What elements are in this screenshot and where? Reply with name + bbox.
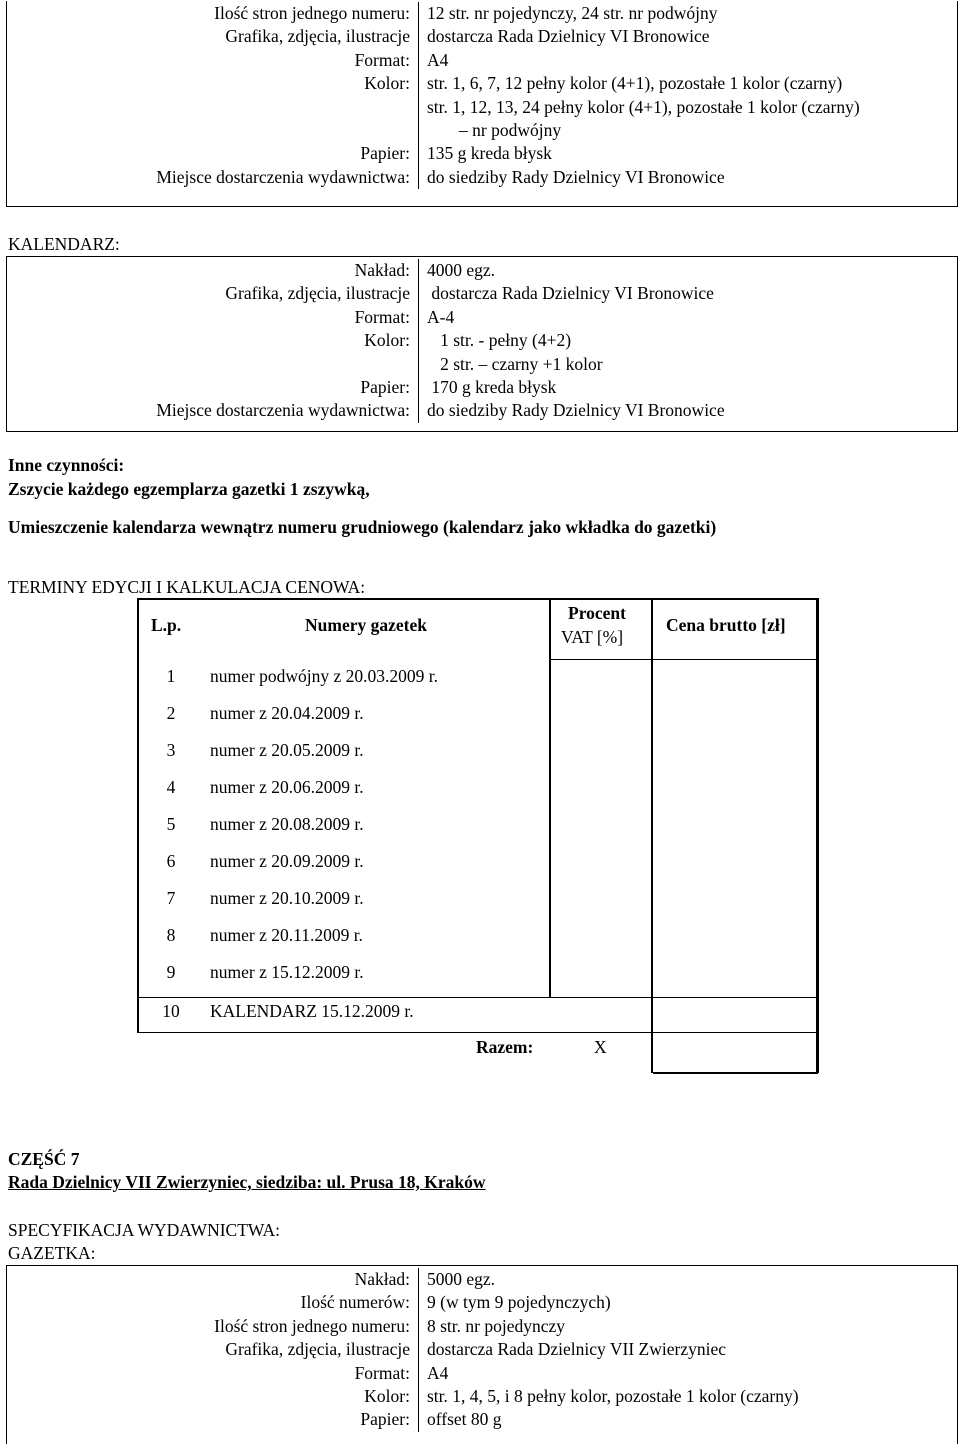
table-border: [816, 598, 819, 1073]
spec-key: Kolor:: [6, 72, 419, 95]
section-heading-kalendarz: KALENDARZ:: [8, 234, 120, 254]
spec-key: Format:: [6, 306, 419, 329]
column-header-vat-line1: Procent: [568, 603, 626, 623]
spec-value: dostarcza Rada Dzielnicy VI Bronowice: [427, 283, 714, 304]
spec-value: 5000 egz.: [427, 1269, 496, 1289]
spec-value: 12 str. nr pojedynczy, 24 str. nr podwójny: [427, 3, 718, 23]
row-number: 8: [166, 925, 176, 945]
razem-label: Razem:: [476, 1037, 534, 1057]
row-label: numer z 20.05.2009 r.: [210, 740, 364, 760]
row-label: numer podwójny z 20.03.2009 r.: [210, 666, 438, 686]
spec-key: Kolor:: [6, 1385, 419, 1408]
razem-vat-x: X: [594, 1037, 607, 1057]
spec-key: Format:: [6, 1362, 419, 1385]
row-label: numer z 20.04.2009 r.: [210, 703, 364, 723]
row-label: numer z 20.11.2009 r.: [210, 925, 363, 945]
section-heading-gazetka: GAZETKA:: [8, 1243, 96, 1263]
spec-value: 4000 egz.: [427, 260, 496, 280]
spec-key: Kolor:: [6, 329, 419, 352]
spec-key: Ilość stron jednego numeru:: [6, 1315, 419, 1338]
spec-key: Papier:: [6, 376, 419, 399]
spec-value: do siedziby Rady Dzielnicy VI Bronowice: [427, 400, 725, 421]
spec-value: 170 g kreda błysk: [427, 377, 557, 398]
row-number: 9: [166, 962, 176, 982]
spec-value: 2 str. – czarny +1 kolor: [427, 353, 603, 374]
section-heading-inne: Inne czynności:: [8, 455, 125, 475]
spec-frame: [6, 1, 958, 207]
spec-value: dostarcza Rada Dzielnicy VII Zwierzyniec: [427, 1339, 726, 1360]
inne-line-umieszczenie: Umieszczenie kalendarza wewnątrz numeru grudniowego (kalendarz jako wkładka do gazetki): [8, 517, 717, 537]
row-number: 6: [166, 851, 176, 871]
row-label: numer z 20.08.2009 r.: [210, 814, 364, 834]
spec-value: A-4: [427, 306, 455, 327]
spec-frame: [6, 256, 958, 432]
spec-key: Nakład:: [6, 259, 419, 282]
spec-value: do siedziby Rady Dzielnicy VI Bronowice: [427, 166, 725, 187]
column-header-lp: L.p.: [151, 615, 182, 635]
spec-value: 9 (w tym 9 pojedynczych): [427, 1292, 611, 1313]
row-number: 5: [166, 814, 176, 834]
spec-key: Ilość numerów:: [6, 1291, 419, 1314]
inne-line-zszycie: Zszycie każdego egzemplarza gazetki 1 zszywką,: [8, 479, 370, 499]
spec-key: Grafika, zdjęcia, ilustracje: [6, 25, 419, 48]
spec-key: Papier:: [6, 142, 419, 165]
section-heading-czesc-7: CZĘŚĆ 7: [8, 1149, 80, 1169]
spec-key: Miejsce dostarczenia wydawnictwa:: [6, 399, 419, 422]
spec-frame: [6, 1265, 958, 1444]
czesc-7-subtitle: Rada Dzielnicy VII Zwierzyniec, siedziba: ul. Prusa 18, Kraków: [8, 1172, 486, 1192]
spec-value: 8 str. nr pojedynczy: [427, 1315, 566, 1336]
table-border: [549, 598, 551, 998]
spec-value: A4: [427, 49, 449, 70]
column-header-numery: Numery gazetek: [305, 615, 427, 635]
spec-value: dostarcza Rada Dzielnicy VI Bronowice: [427, 26, 710, 47]
spec-value: – nr podwójny: [459, 120, 562, 141]
spec-key: Nakład:: [6, 1268, 419, 1291]
row-number: 10: [162, 1001, 180, 1021]
row-label: numer z 20.06.2009 r.: [210, 777, 364, 797]
row-number: 4: [166, 777, 176, 797]
spec-value: A4: [427, 1362, 449, 1383]
column-header-cena: Cena brutto [zł]: [666, 615, 786, 635]
spec-value: 1 str. - pełny (4+2): [427, 330, 572, 351]
table-border: [137, 598, 139, 1033]
row-number: 1: [166, 666, 176, 686]
spec-value: 135 g kreda błysk: [427, 143, 552, 164]
row-label: KALENDARZ 15.12.2009 r.: [210, 1001, 414, 1021]
table-border: [137, 1032, 818, 1033]
table-border: [137, 598, 818, 600]
section-heading-specyfikacja: SPECYFIKACJA WYDAWNICTWA:: [8, 1220, 280, 1240]
row-label: numer z 15.12.2009 r.: [210, 962, 364, 982]
row-label: numer z 20.09.2009 r.: [210, 851, 364, 871]
table-border: [137, 997, 818, 998]
row-label: numer z 20.10.2009 r.: [210, 888, 364, 908]
table-border: [550, 659, 818, 660]
row-number: 3: [166, 740, 176, 760]
table-border: [653, 1072, 818, 1074]
spec-value: str. 1, 12, 13, 24 pełny kolor (4+1), pozostałe 1 kolor (czarny): [427, 96, 860, 117]
section-heading-terminy: TERMINY EDYCJI I KALKULACJA CENOWA:: [8, 577, 366, 597]
spec-key: Format:: [6, 49, 419, 72]
row-number: 7: [166, 888, 176, 908]
spec-key: Ilość stron jednego numeru:: [6, 2, 419, 25]
table-border: [651, 598, 653, 1073]
spec-key: Papier:: [6, 1408, 419, 1431]
spec-key: Grafika, zdjęcia, ilustracje: [6, 282, 419, 305]
row-number: 2: [166, 703, 176, 723]
spec-value: str. 1, 4, 5, i 8 pełny kolor, pozostałe 1 kolor (czarny): [427, 1386, 799, 1407]
spec-value: str. 1, 6, 7, 12 pełny kolor (4+1), pozostałe 1 kolor (czarny): [427, 73, 843, 94]
spec-key: Miejsce dostarczenia wydawnictwa:: [6, 166, 419, 189]
spec-value: offset 80 g: [427, 1409, 502, 1430]
spec-key: Grafika, zdjęcia, ilustracje: [6, 1338, 419, 1361]
column-header-vat-line2: VAT [%]: [561, 627, 624, 647]
